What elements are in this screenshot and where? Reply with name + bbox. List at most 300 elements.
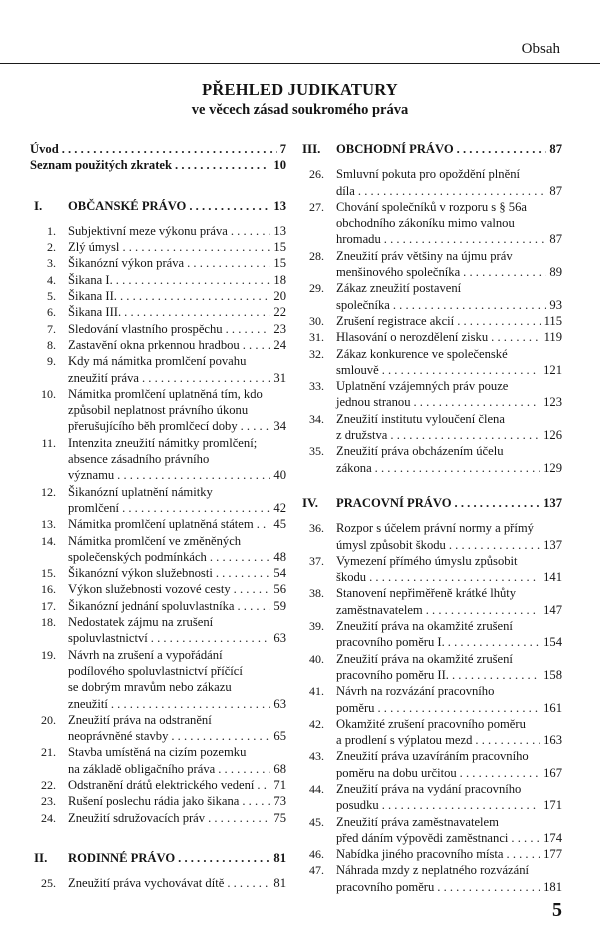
toc-entry: [302, 585, 562, 618]
toc-entry-number: 45.: [309, 814, 324, 829]
toc-entry-number: 39.: [309, 619, 324, 634]
toc-entry-title-line: Zneužití práva na vydání pracovního: [336, 781, 522, 796]
dot-leader: [382, 362, 540, 378]
toc-entry-page: 24: [273, 337, 286, 352]
toc-entry-title-line: a prodlení s výplatou mezd: [336, 733, 473, 748]
toc-section: [34, 850, 286, 866]
toc-entry-title-line: Zrušení registrace akcií: [336, 313, 455, 328]
toc-entry-number: III.: [302, 141, 321, 156]
toc-entry-title-line: Uplatnění vzájemných práv pouze: [336, 379, 509, 394]
dot-leader: [216, 565, 271, 581]
toc-entry-title-line: díla: [336, 183, 355, 198]
toc-entry-page: 73: [273, 794, 286, 809]
toc-entry: [34, 484, 286, 517]
toc-entry-title-line: poměru na dobu určitou: [336, 765, 457, 780]
toc-entry-title-line: Kdy má námitka promlčení povahu: [68, 354, 247, 369]
toc-entry-page: 48: [273, 549, 286, 564]
toc-entry-title-line: Zneužití práva na odstranění: [68, 712, 212, 727]
toc-entry: [34, 304, 286, 320]
toc-entry: [34, 581, 286, 597]
toc-entry-title-line: Okamžité zrušení pracovního poměru: [336, 716, 526, 731]
toc-entry-title-line: Odstranění drátů elektrického vedení: [68, 777, 255, 792]
toc-entry-page: 93: [549, 297, 562, 312]
toc-entry-title-line: promlčení: [68, 500, 120, 515]
toc-entry-page: 13: [273, 223, 286, 238]
dot-leader: [449, 537, 540, 553]
running-header-label: Obsah: [521, 41, 560, 57]
toc-entry-number: 40.: [309, 651, 324, 666]
toc-entry-number: 11.: [41, 435, 56, 450]
toc-entry-title-line: OBČANSKÉ PRÁVO: [68, 198, 187, 213]
toc-entry-page: 87: [549, 183, 562, 198]
dot-leader: [234, 581, 271, 597]
dot-leader: [455, 495, 541, 511]
toc-entry-title-line: se dobrým mravům nebo zákazu: [68, 680, 232, 695]
dot-leader: [227, 875, 270, 891]
toc-entry-title-line: významu: [68, 468, 115, 483]
toc-entry-page: 129: [543, 460, 562, 475]
toc-section: [34, 198, 286, 214]
toc-entry-number: 35.: [309, 444, 324, 459]
toc-entry-page: 123: [543, 395, 562, 410]
toc-entry-title-line: Zneužití sdružovacích práv: [68, 810, 206, 825]
toc-entry-number: 14.: [41, 533, 56, 548]
toc-entry-title-line: na základě obligačního práva: [68, 761, 216, 776]
toc-entry: [302, 846, 562, 862]
toc-entry-page: 137: [543, 537, 562, 552]
toc-entry-number: 38.: [309, 586, 324, 601]
dot-leader: [122, 500, 270, 516]
toc-front-entry: [30, 141, 286, 157]
toc-entry-page: 10: [273, 158, 286, 173]
toc-entry-title-line: Námitka promlčení ve změněných: [68, 533, 242, 548]
toc-entry-title-line: z družstva: [336, 428, 388, 443]
toc-entry: [34, 435, 286, 484]
toc-entry-title-line: Zneužití práva vychovávat dítě: [68, 876, 225, 891]
dot-leader: [151, 630, 271, 646]
toc-entry-page: 34: [273, 419, 286, 434]
toc-entry: [302, 520, 562, 553]
toc-entry-page: 7: [279, 142, 286, 156]
toc-entry-page: 171: [543, 798, 562, 813]
toc-entry-number: 4.: [47, 272, 56, 287]
toc-entry-title-line: přerušujícího běh promlčecí doby: [68, 419, 238, 434]
toc-entry-number: 41.: [309, 684, 324, 699]
toc-entry: [34, 614, 286, 647]
toc-entry-title-line: obchodního zákoníku mimo valnou: [336, 216, 515, 231]
dot-leader: [358, 183, 547, 199]
toc-entry-title-line: Zneužití práva uzavíráním pracovního: [336, 749, 529, 764]
toc-entry-number: 13.: [41, 517, 56, 532]
toc-entry-title-line: posudku: [336, 798, 379, 813]
toc-entry-number: 30.: [309, 313, 324, 328]
title-block: [0, 80, 600, 120]
toc-entry-number: 7.: [47, 321, 56, 336]
toc-entry-page: 121: [543, 362, 562, 377]
dot-leader: [257, 516, 271, 532]
toc-entry: [302, 411, 562, 444]
toc-entry-page: 31: [273, 370, 286, 385]
dot-leader: [475, 732, 540, 748]
toc-entry-number: 6.: [47, 305, 56, 320]
toc-entry: [34, 516, 286, 532]
toc-entry-title-line: Zlý úmysl: [68, 240, 120, 255]
toc-entry-title-line: zaměstnavatelem: [336, 602, 423, 617]
toc-entry-page: 23: [273, 321, 286, 336]
toc-entry-page: 75: [273, 810, 286, 825]
dot-leader: [208, 810, 270, 826]
toc-entry-title-line: Rušení poslechu rádia jako šikana: [68, 794, 240, 809]
dot-leader: [62, 141, 277, 157]
toc-entry-number: 9.: [47, 354, 56, 369]
toc-entry: [302, 553, 562, 586]
toc-entry-title-line: Šikana II.: [68, 289, 117, 304]
toc-entry: [302, 781, 562, 814]
toc-entry-title-line: způsobil neplatnost právního úkonu: [68, 403, 249, 418]
toc-entry-title-line: pracovního poměru: [336, 879, 435, 894]
dot-leader: [393, 297, 547, 313]
toc-entry-page: 81: [273, 850, 286, 865]
toc-entry: [34, 565, 286, 581]
toc-entry-number: 2.: [47, 240, 56, 255]
toc-entry-title-line: zneužití práva: [68, 370, 139, 385]
dot-leader: [241, 418, 271, 434]
toc-entry: [302, 199, 562, 248]
toc-entry-title-line: zákona: [336, 460, 372, 475]
toc-entry-title-line: OBCHODNÍ PRÁVO: [336, 142, 454, 156]
toc-entry: [302, 683, 562, 716]
toc-entry: [34, 255, 286, 271]
toc-entry-title-line: Zneužití práv většiny na újmu práv: [336, 248, 513, 263]
toc-entry-title-line: Šikanózní výkon služebnosti: [68, 566, 213, 581]
toc-entry-title-line: zneužití: [68, 696, 108, 711]
dot-leader: [226, 321, 271, 337]
toc-entry-title-line: jednou stranou: [336, 395, 411, 410]
dot-leader: [460, 765, 540, 781]
toc-entry-title-line: společenských podmínkách: [68, 549, 207, 564]
toc-entry-page: 141: [543, 570, 562, 585]
toc-entry-page: 40: [273, 468, 286, 483]
toc-entry-title-line: hromadu: [336, 232, 381, 247]
toc-entry: [302, 329, 562, 345]
dot-leader: [414, 394, 541, 410]
dot-leader: [218, 761, 270, 777]
dot-leader: [210, 549, 271, 565]
toc-entry: [302, 862, 562, 895]
page-number: 5: [552, 899, 562, 921]
toc-entry-page: 15: [273, 240, 286, 255]
toc-entry-number: 17.: [41, 598, 56, 613]
dot-leader: [189, 198, 270, 214]
toc-entry-number: 29.: [309, 281, 324, 296]
toc-entry-number: 43.: [309, 749, 324, 764]
toc-entry: [302, 814, 562, 847]
toc-entry-title-line: Šikana III.: [68, 305, 122, 320]
toc-entry: [302, 716, 562, 749]
toc-column-left: [30, 141, 286, 891]
toc-entry-number: 22.: [41, 777, 56, 792]
toc-entry: [302, 346, 562, 379]
toc-entry-page: 181: [543, 879, 562, 894]
toc-entry-title-line: Návrh na rozvázání pracovního: [336, 684, 495, 699]
toc-entry-number: 16.: [41, 582, 56, 597]
toc-entry-title-line: Vymezení přímého úmyslu způsobit: [336, 553, 518, 568]
toc-entry-title-line: podílového spoluvlastnictví příčící: [68, 663, 243, 678]
toc-entry-number: 12.: [41, 484, 56, 499]
toc-entry-number: 5.: [47, 289, 56, 304]
toc-entry-title-line: Chování společníků v rozporu s § 56a: [336, 199, 527, 214]
toc-entry: [34, 793, 286, 809]
dot-leader: [463, 264, 546, 280]
dot-leader: [120, 288, 270, 304]
dot-leader: [178, 850, 270, 866]
toc-entry-number: 1.: [47, 223, 56, 238]
dot-leader: [457, 313, 540, 329]
toc-entry-page: 68: [273, 761, 286, 776]
toc-entry-number: 36.: [309, 521, 324, 536]
toc-entry-page: 87: [549, 142, 562, 156]
dot-leader: [507, 846, 541, 862]
toc-entry-number: 15.: [41, 566, 56, 581]
toc-entry: [302, 651, 562, 684]
toc-entry-page: 20: [273, 289, 286, 304]
toc-entry: [34, 533, 286, 566]
toc-entry-page: 115: [543, 313, 562, 328]
toc-entry-title-line: menšinového společníka: [336, 265, 461, 280]
dot-leader: [457, 141, 547, 157]
running-header: [0, 0, 600, 64]
toc-entry-number: II.: [34, 849, 48, 865]
dot-leader: [511, 830, 540, 846]
toc-entry-title-line: Náhrada mzdy z neplatného rozvázání: [336, 863, 530, 878]
toc-entry: [302, 618, 562, 651]
toc-entry-title-line: Úvod: [30, 142, 59, 156]
dot-leader: [238, 598, 271, 614]
toc-entry-title-line: Nedostatek zájmu na zrušení: [68, 615, 214, 630]
toc-entry-title-line: Stanovení nepřiměřeně krátké lhůty: [336, 586, 517, 601]
toc-entry-title-line: Zneužití práva zaměstnavatelem: [336, 814, 499, 829]
toc-entry-page: 54: [273, 566, 286, 581]
toc-entry-title-line: Sledování vlastního prospěchu: [68, 321, 223, 336]
toc-entry: [34, 875, 286, 891]
dot-leader: [243, 337, 271, 353]
toc-entry-page: 163: [543, 733, 562, 748]
toc-entry-page: 71: [273, 777, 286, 792]
toc-entry: [302, 748, 562, 781]
toc-entry-page: 13: [273, 198, 286, 213]
dot-leader: [382, 797, 540, 813]
toc-front-entry: [30, 157, 286, 173]
toc-entry-title-line: Hlasování o nerozdělení zisku: [336, 330, 489, 345]
toc-entry-page: 119: [543, 330, 562, 345]
dot-leader: [384, 231, 547, 247]
toc-entry: [34, 386, 286, 435]
toc-entry-number: 25.: [41, 876, 56, 891]
toc-entry: [34, 288, 286, 304]
dot-leader: [122, 239, 270, 255]
toc-entry-number: 23.: [41, 794, 56, 809]
toc-entry: [34, 223, 286, 239]
dot-leader: [187, 255, 270, 271]
toc-entry-title-line: neoprávněné stavby: [68, 729, 169, 744]
toc-entry-title-line: Intenzita zneužití námitky promlčení;: [68, 435, 258, 450]
toc-entry: [34, 647, 286, 712]
toc-entry-title-line: společníka: [336, 297, 390, 312]
toc-entry: [34, 321, 286, 337]
dot-leader: [377, 700, 540, 716]
toc-entry-number: 21.: [41, 745, 56, 760]
toc-entry-number: 46.: [309, 847, 324, 862]
toc-section: [302, 495, 562, 511]
toc-entry-title-line: Zneužití práva obcházením účelu: [336, 444, 504, 459]
toc-entry-title-line: Výkon služebnosti vozové cesty: [68, 582, 231, 597]
toc-entry-title-line: Zákaz konkurence ve společenské: [336, 346, 508, 361]
toc-entry-title-line: Zneužití práva na okamžité zrušení: [336, 651, 513, 666]
toc-entry-page: 18: [273, 272, 286, 287]
toc-entry-title-line: Zneužití institutu vyloučení člena: [336, 411, 505, 426]
toc-entry-title-line: Návrh na zrušení a vypořádání: [68, 647, 223, 662]
toc-entry-title-line: Námitka promlčení uplatněná státem: [68, 517, 254, 532]
toc-entry-page: 177: [543, 847, 562, 862]
toc-entry-title-line: Zastavění okna prkennou hradbou: [68, 337, 240, 352]
toc-entry-page: 56: [273, 582, 286, 597]
toc-entry: [302, 378, 562, 411]
dot-leader: [117, 467, 270, 483]
toc-entry-page: 63: [273, 631, 286, 646]
toc-entry: [34, 272, 286, 288]
toc-entry-title-line: úmysl způsobit škodu: [336, 537, 446, 552]
toc-entry-title-line: smlouvě: [336, 362, 379, 377]
toc-entry: [34, 353, 286, 386]
toc-entry: [302, 248, 562, 281]
toc-entry-title-line: Námitka promlčení uplatněná tím, kdo: [68, 386, 263, 401]
dot-leader: [426, 602, 540, 618]
toc-entry: [302, 166, 562, 199]
dot-leader: [116, 272, 271, 288]
toc-entry-number: 10.: [41, 386, 56, 401]
toc-entry-number: 8.: [47, 337, 56, 352]
toc-entry-page: 59: [273, 598, 286, 613]
toc-entry-number: IV.: [302, 494, 319, 510]
toc-entry-title-line: Smluvní pokuta pro opoždění plnění: [336, 167, 520, 182]
toc-entry-page: 15: [273, 256, 286, 271]
toc-entry-number: 19.: [41, 647, 56, 662]
toc-entry-number: 31.: [309, 330, 324, 345]
toc-entry-number: 42.: [309, 716, 324, 731]
toc-entry-page: 87: [549, 232, 562, 247]
toc-entry-page: 65: [273, 729, 286, 744]
dot-leader: [111, 696, 271, 712]
toc-entry-title-line: škodu: [336, 570, 367, 585]
dot-leader: [448, 634, 540, 650]
dot-leader: [142, 370, 270, 386]
toc-entry-title-line: Rozpor s účelem právní normy a přímý: [336, 521, 534, 536]
toc-entry-title-line: Nabídka jiného pracovního místa: [336, 847, 504, 862]
toc-entry-page: 154: [543, 635, 562, 650]
toc-entry: [302, 313, 562, 329]
dot-leader: [171, 728, 270, 744]
toc-entry-number: 27.: [309, 199, 324, 214]
toc-entry-number: 3.: [47, 256, 56, 271]
toc-entry-page: 158: [543, 667, 562, 682]
toc-entry-title-line: absence zásadního právního: [68, 452, 210, 467]
toc-entry-title-line: RODINNÉ PRÁVO: [68, 850, 176, 865]
toc-entry: [34, 744, 286, 777]
toc-entry: [34, 598, 286, 614]
toc-entry-page: 42: [273, 500, 286, 515]
toc-entry-title-line: pracovního poměru II.: [336, 667, 449, 682]
toc-entry-number: 26.: [309, 167, 324, 182]
dot-leader: [242, 793, 270, 809]
toc-entry-title-line: Šikanózní jednání spoluvlastníka: [68, 598, 235, 613]
toc-column-right: [302, 141, 562, 895]
toc-entry: [34, 810, 286, 826]
toc-entry-number: 47.: [309, 863, 324, 878]
toc-entry-page: 63: [273, 696, 286, 711]
dot-leader: [491, 329, 540, 345]
toc-entry-title-line: Šikanózní výkon práva: [68, 256, 185, 271]
toc-entry-page: 89: [549, 265, 562, 280]
toc-entry-title-line: Zákaz zneužití postavení: [336, 281, 462, 296]
toc-entry-number: 34.: [309, 411, 324, 426]
toc-entry-title-line: poměru: [336, 700, 375, 715]
toc-section: [302, 141, 562, 157]
toc-entry-page: 126: [543, 428, 562, 443]
dot-leader: [369, 569, 540, 585]
toc-entry: [302, 443, 562, 476]
toc-entry-number: 24.: [41, 810, 56, 825]
dot-leader: [390, 427, 540, 443]
toc-entry-number: 37.: [309, 553, 324, 568]
toc-entry-page: 137: [543, 495, 562, 510]
toc-entry-title-line: spoluvlastnictví: [68, 631, 148, 646]
toc-entry-page: 174: [543, 830, 562, 845]
toc-entry: [34, 777, 286, 793]
dot-leader: [175, 157, 270, 173]
toc-entry-title-line: Šikanózní uplatnění námitky: [68, 484, 213, 499]
toc-entry-title-line: PRACOVNÍ PRÁVO: [336, 495, 452, 510]
toc-entry: [34, 337, 286, 353]
toc-entry-number: 32.: [309, 346, 324, 361]
toc-entry-page: 161: [543, 700, 562, 715]
dot-leader: [124, 304, 270, 320]
toc-entry-page: 167: [543, 765, 562, 780]
dot-leader: [231, 223, 271, 239]
dot-leader: [452, 667, 540, 683]
toc-entry-page: 45: [273, 517, 286, 532]
toc-entry: [302, 280, 562, 313]
toc-entry-number: 33.: [309, 379, 324, 394]
toc-entry-number: 18.: [41, 615, 56, 630]
toc-entry: [34, 239, 286, 255]
toc-entry-title-line: Šikana I.: [68, 272, 113, 287]
dot-leader: [375, 460, 540, 476]
toc-entry-page: 81: [273, 876, 286, 891]
toc-entry-page: 147: [543, 602, 562, 617]
toc-entry-title-line: Zneužití práva na okamžité zrušení: [336, 619, 513, 634]
toc-entry-number: 28.: [309, 248, 324, 263]
document-subtitle: ve věcech zásad soukromého práva: [191, 102, 409, 118]
toc-entry-title-line: pracovního poměru I.: [336, 635, 445, 650]
toc-entry-title-line: Subjektivní meze výkonu práva: [68, 223, 228, 238]
toc-entry: [34, 712, 286, 745]
toc-entry-number: 20.: [41, 712, 56, 727]
toc-entry-title-line: Seznam použitých zkratek: [30, 158, 173, 173]
toc-entry-number: 44.: [309, 781, 324, 796]
toc-entry-number: I.: [34, 197, 43, 213]
toc-entry-page: 22: [273, 305, 286, 320]
dot-leader: [257, 777, 270, 793]
